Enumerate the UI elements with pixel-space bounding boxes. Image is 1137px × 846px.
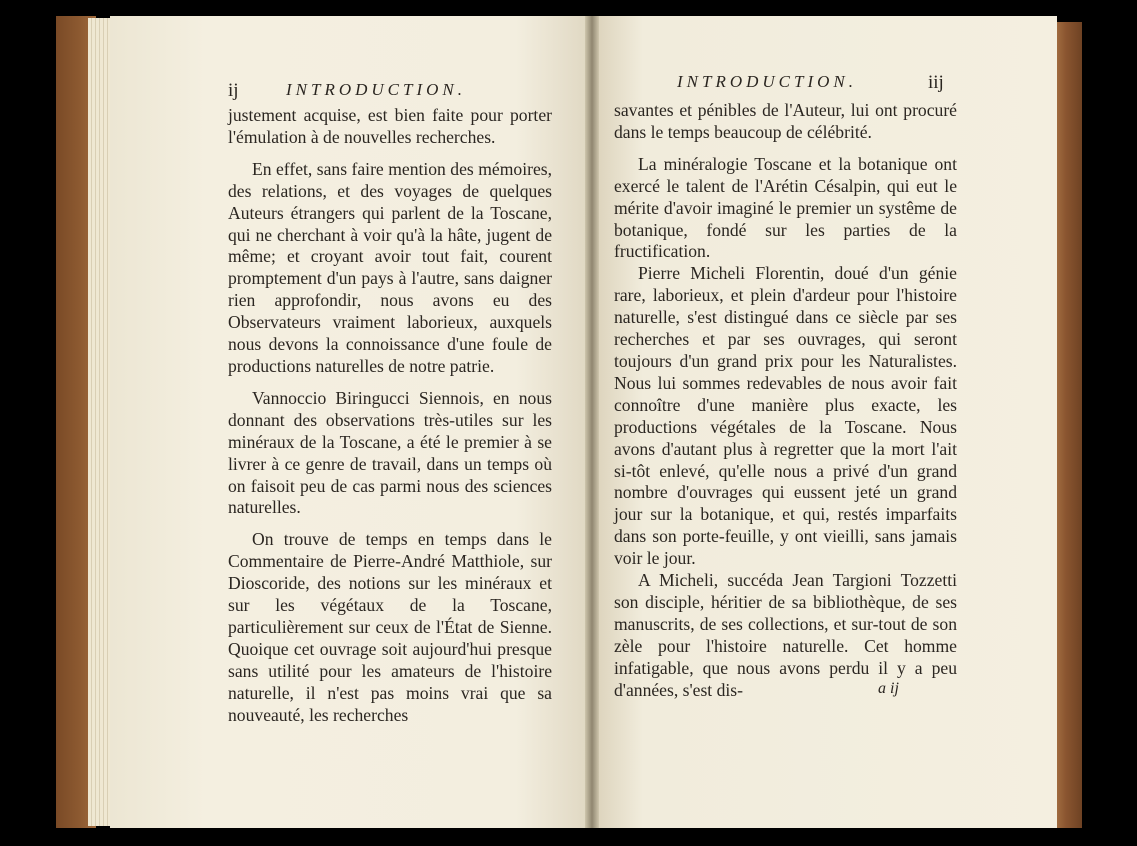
book-gutter: [585, 16, 599, 828]
paragraph: On trouve de temps en temps dans le Commentaire de Pierre-André Matthiole, sur Dioscoride, des notions sur les minéraux et sur les végétaux de la Toscane, particulièrement sur ceux de l'État de Sienne. Quoique cet ouvrage soit aujourd'hui presque sans utilité pour les amateurs de l'histoire naturelle, il n'est pas moins vrai que sa nouveauté, les recherches: [228, 529, 552, 725]
paragraph: Pierre Micheli Florentin, doué d'un génie rare, laborieux, et plein d'ardeur pour l'histoire naturelle, s'est distingué dans ce siècle par ses recherches et par ses ouvrages, qui seront toujours d'un grand prix pour les Naturalistes. Nous lui sommes redevables de nous avoir fait connoître d'une manière plus exacte, les productions végétales de la Toscane. Nous avons d'autant plus à regretter que la mort l'ait si-tôt enlevé, qu'elle nous a privé d'un grand nombre d'ouvrages qui eussent jeté un grand jour sur la botanique, et qui, restés imparfaits dans son porte-feuille, y ont vieilli, sans jamais voir le jour.: [614, 263, 957, 569]
right-page-number: iij: [928, 72, 944, 93]
left-running-head: INTRODUCTION.: [286, 80, 466, 99]
left-page-body: [228, 105, 552, 726]
paragraph: Vannoccio Biringucci Siennois, en nous donnant des observations très-utiles sur les minéraux de la Toscane, a été le premier à se livrer à ce genre de travail, dans un temps où on faisoit peu de cas parmi nous des sciences naturelles.: [228, 387, 552, 518]
paragraph: savantes et pénibles de l'Auteur, lui ont procuré dans le temps beaucoup de célébrité.: [614, 100, 957, 142]
paragraph: La minéralogie Toscane et la botanique ont exercé le talent de l'Arétin Césalpin, qui eut le mérite d'avoir imaginé le premier un systême de botanique, fondé sur les parties de la fructification.: [614, 153, 957, 262]
paragraph: En effet, sans faire mention des mémoires, des relations, et des voyages de quelques Auteurs étrangers qui parlent de la Toscane, qui ne cherchant à voir qu'à la hâte, jugent de même; et croyant avoir tout fait, courent promptement d'un pays à l'autre, sans daigner rien approfondir, nous avons eu des Observateurs vraiment laborieux, auxquels nous devons la connoissance d'une foule de productions naturelles de notre patrie.: [228, 158, 552, 376]
right-page-body: [614, 100, 957, 701]
paragraph: A Micheli, succéda Jean Targioni Tozzetti son disciple, héritier de sa bibliothèque, de ses manuscrits, de ses collections, et sur-tout de son zèle pour l'histoire naturelle. Cet homme infatigable, que nous avons perdu il y a peu d'années, s'est dis-: [614, 570, 957, 700]
left-page-number: ij: [228, 80, 239, 101]
paragraph: justement acquise, est bien faite pour porter l'émulation à de nouvelles recherches.: [228, 105, 552, 147]
right-running-head: INTRODUCTION.: [677, 72, 857, 91]
signature-mark: a ij: [878, 680, 899, 697]
